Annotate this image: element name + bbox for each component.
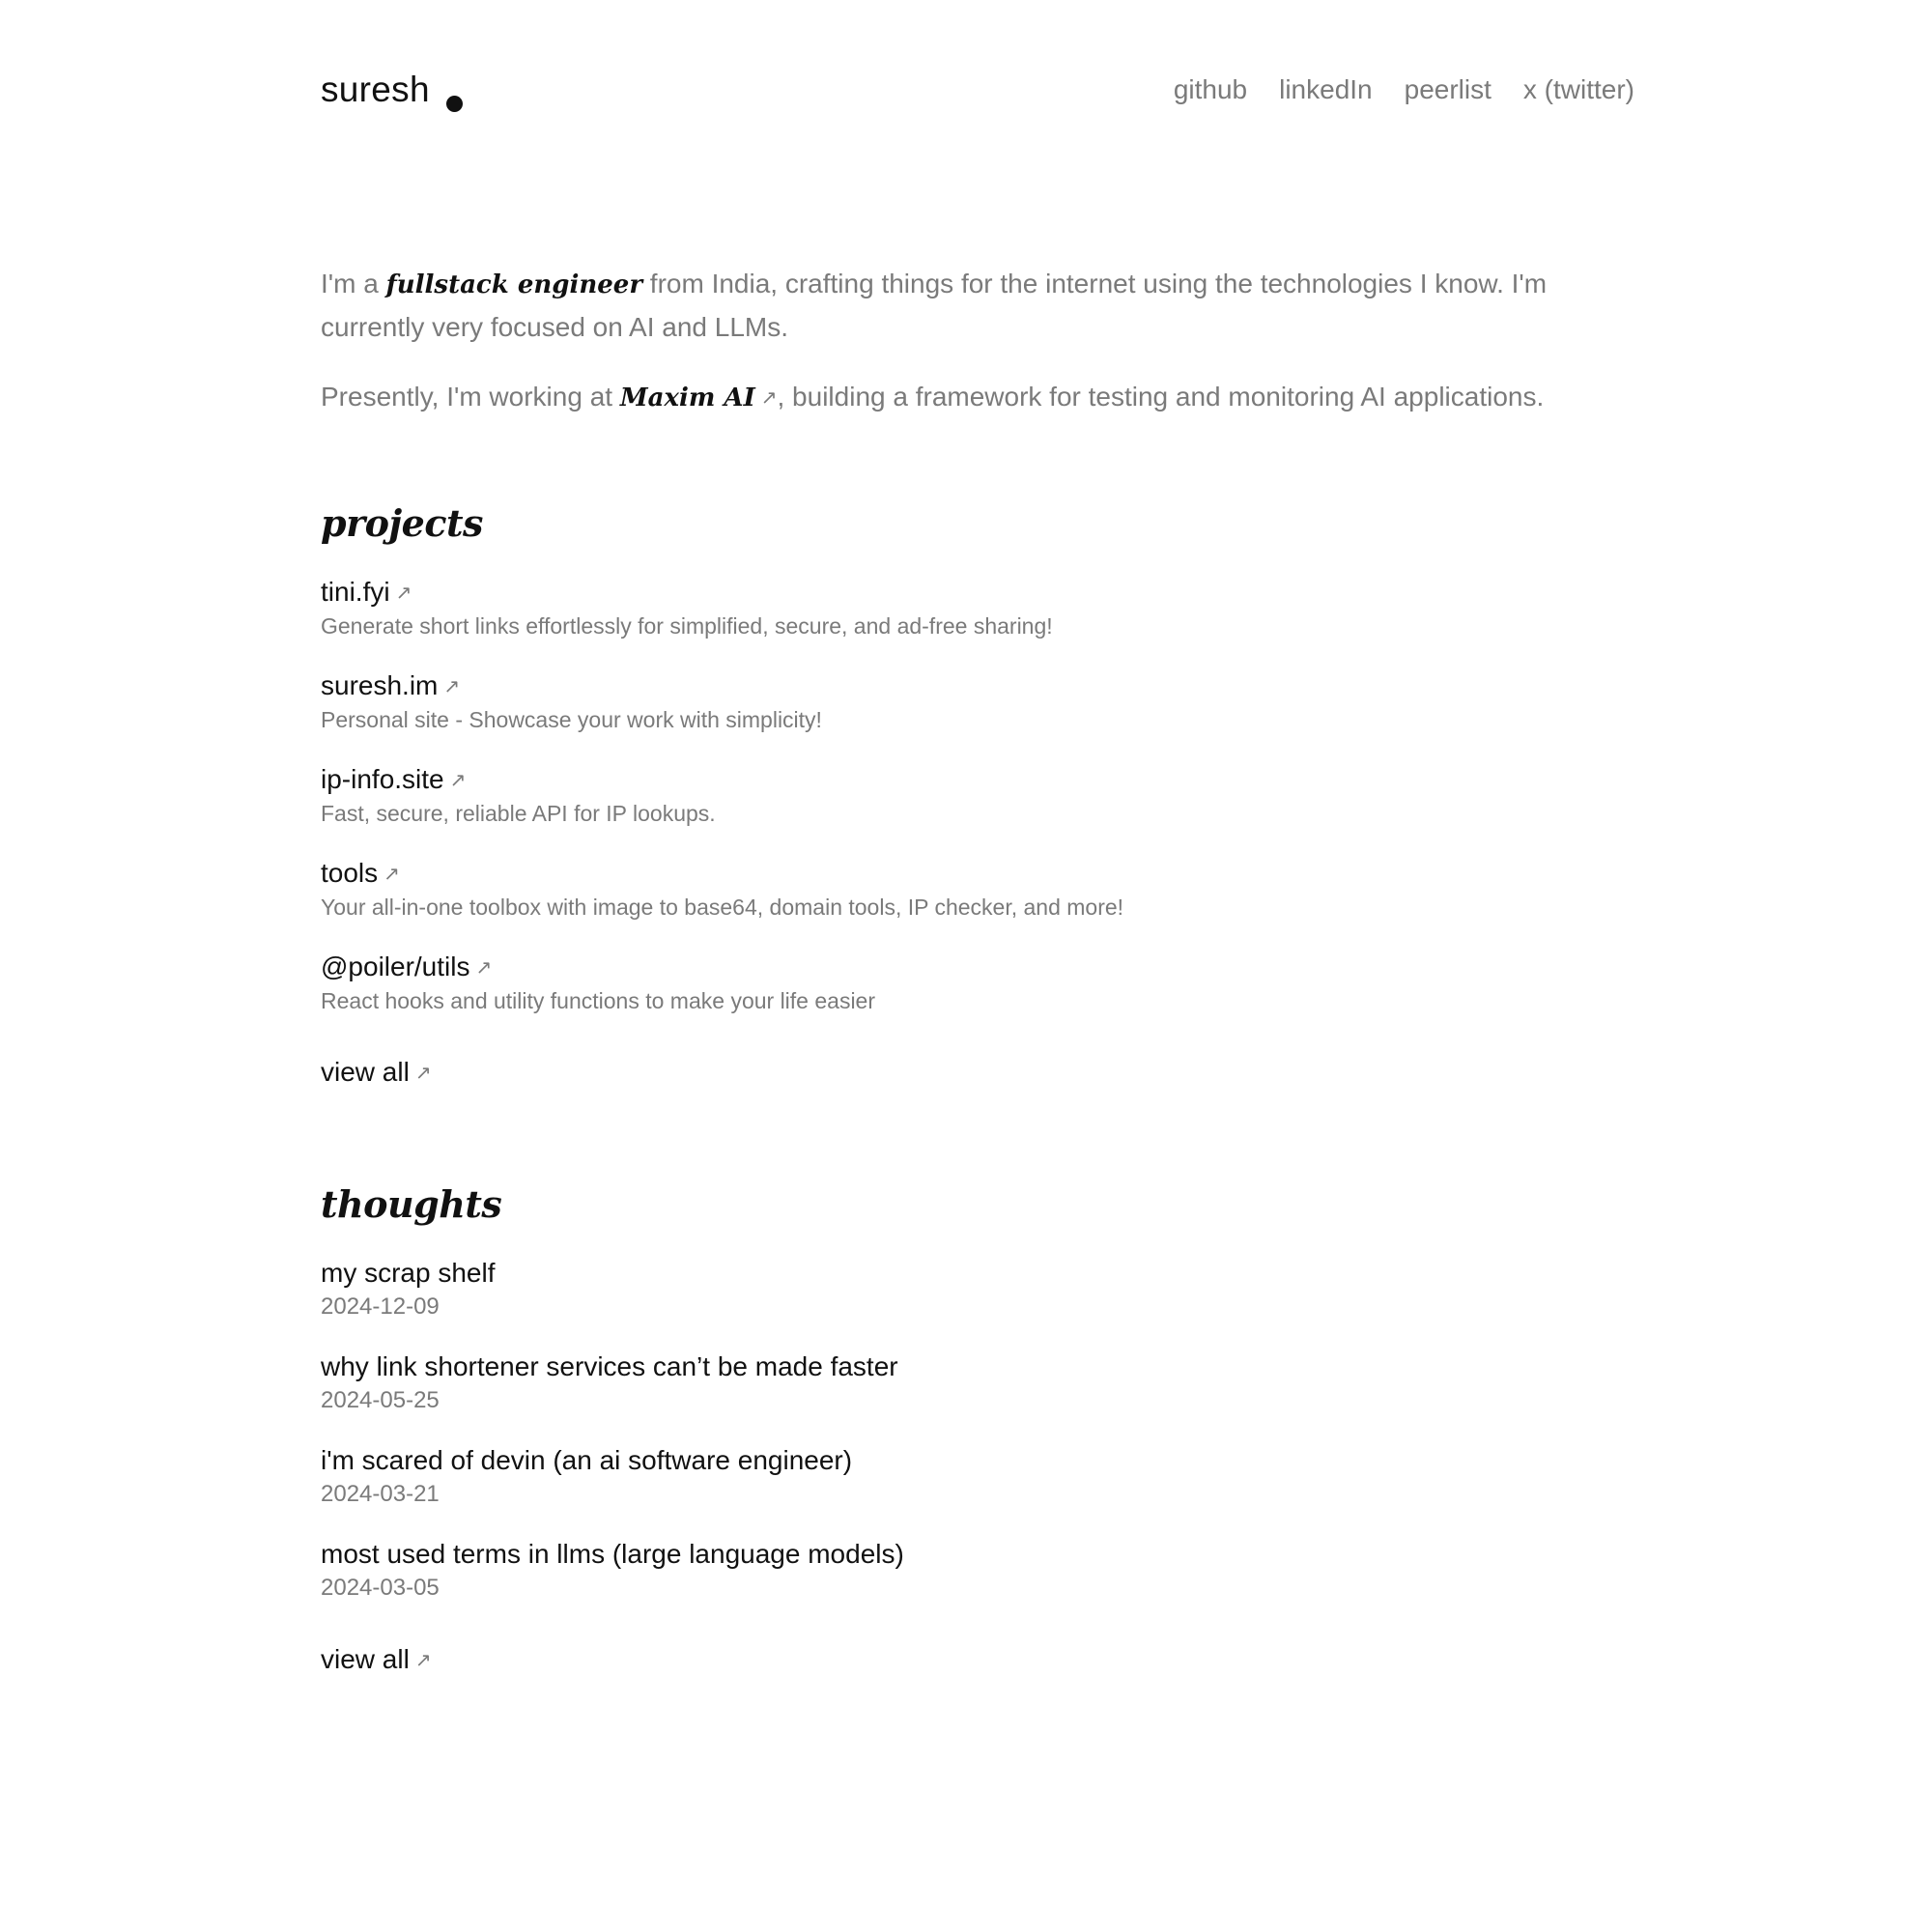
thought-link[interactable]: i'm scared of devin (an ai software engineer) <box>321 1445 853 1475</box>
intro-emphasis: fullstack engineer <box>385 270 643 299</box>
project-link-poiler-utils[interactable] <box>321 949 492 985</box>
thoughts-heading: thoughts <box>321 1182 502 1226</box>
project-name: suresh.im <box>321 670 439 700</box>
view-all-label: view all <box>321 1644 410 1674</box>
thought-date: 2024-03-05 <box>321 1575 440 1601</box>
thought-link[interactable]: most used terms in llms (large language models) <box>321 1539 904 1569</box>
intro-paragraph-1 <box>321 263 1654 349</box>
project-item <box>321 574 1634 641</box>
nav-peerlist-link[interactable]: peerlist <box>1404 74 1492 104</box>
thought-link[interactable]: my scrap shelf <box>321 1258 496 1288</box>
external-arrow-icon: ↗ <box>384 862 400 885</box>
intro-text: I'm a <box>321 269 386 298</box>
project-item <box>321 761 1634 829</box>
intro-paragraph-2 <box>321 376 1654 419</box>
intro-text: , building a framework for testing and monitoring AI applications. <box>777 382 1545 412</box>
external-arrow-icon: ↗ <box>475 955 493 979</box>
thoughts-list <box>321 1255 1634 1604</box>
thought-link[interactable]: why link shortener services can’t be made faster <box>321 1351 898 1381</box>
brand-dot-icon <box>446 96 463 112</box>
brand-link[interactable] <box>321 70 463 110</box>
project-link-tini-fyi[interactable] <box>321 574 412 611</box>
thought-item <box>321 1536 1634 1604</box>
nav-linkedin-link[interactable]: linkedIn <box>1279 74 1373 104</box>
nav-twitter-link[interactable]: x (twitter) <box>1522 74 1634 104</box>
intro <box>321 263 1654 419</box>
social-nav <box>1174 70 1634 110</box>
projects-section <box>321 501 1634 1091</box>
project-description: Fast, secure, reliable API for IP lookups. <box>321 801 716 826</box>
project-item <box>321 668 1634 735</box>
external-arrow-icon: ↗ <box>414 1061 432 1084</box>
external-arrow-icon: ↗ <box>443 674 461 697</box>
project-name: tini.fyi <box>321 577 390 607</box>
external-arrow-icon: ↗ <box>449 768 467 791</box>
projects-list <box>321 574 1634 1016</box>
project-item <box>321 949 1634 1016</box>
brand-name: suresh <box>321 70 430 109</box>
project-item <box>321 855 1634 923</box>
project-description: Your all-in-one toolbox with image to base64, domain tools, IP checker, and more! <box>321 895 1124 920</box>
page <box>321 0 1634 1678</box>
project-link-ip-info-site[interactable] <box>321 761 466 798</box>
projects-view-all-link[interactable] <box>321 1054 432 1091</box>
thought-date: 2024-03-21 <box>321 1481 440 1507</box>
external-arrow-icon: ↗ <box>395 581 412 604</box>
nav-github-link[interactable]: github <box>1173 74 1248 104</box>
external-arrow-icon: ↗ <box>414 1648 432 1671</box>
employer-link[interactable] <box>620 382 778 412</box>
project-name: ip-info.site <box>321 764 444 794</box>
thought-item <box>321 1255 1634 1322</box>
thought-date: 2024-05-25 <box>321 1387 440 1413</box>
project-link-tools[interactable] <box>321 855 400 892</box>
intro-text: from India, crafting things for the internet using the technologies I know. I'm currently very focused on AI and LLMs. <box>321 269 1548 342</box>
project-description: React hooks and utility functions to make your life easier <box>321 988 876 1013</box>
project-description: Generate short links effortlessly for simplified, secure, and ad-free sharing! <box>321 613 1053 639</box>
project-name: @poiler/utils <box>321 952 470 981</box>
view-all-label: view all <box>321 1057 410 1087</box>
thought-date: 2024-12-09 <box>321 1293 440 1320</box>
projects-heading: projects <box>321 501 483 545</box>
employer-name: Maxim AI <box>619 384 755 412</box>
project-link-suresh-im[interactable] <box>321 668 460 704</box>
intro-text: Presently, I'm working at <box>321 382 620 412</box>
thought-item <box>321 1442 1634 1510</box>
thoughts-view-all-link[interactable] <box>321 1641 432 1678</box>
thought-item <box>321 1349 1634 1416</box>
project-name: tools <box>321 858 379 888</box>
external-arrow-icon: ↗ <box>760 385 778 409</box>
project-description: Personal site - Showcase your work with simplicity! <box>321 707 822 732</box>
thoughts-section <box>321 1182 1634 1678</box>
site-header <box>321 70 1634 156</box>
